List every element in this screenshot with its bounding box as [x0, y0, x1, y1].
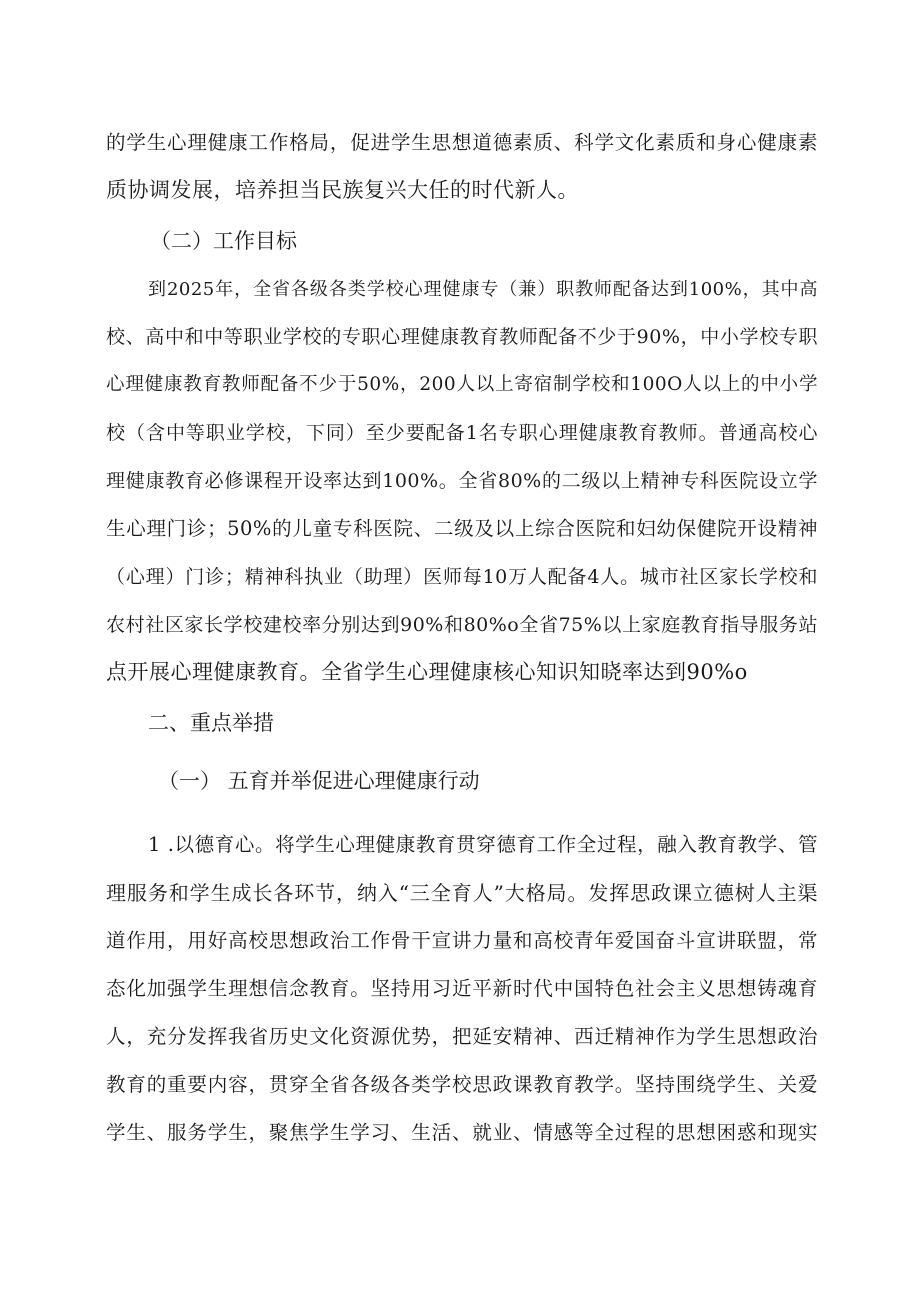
text-line: 学生、服务学生，聚焦学生学习、生活、就业、情感等全过程的思想困惑和现实: [106, 1121, 818, 1144]
text-line: 心理健康教育教师配备不少于50%，200人以上寄宿制学校和100O人以上的中小学: [106, 374, 818, 395]
text-line: 理服务和学生成长各环节，纳入“三全育人”大格局。发挥思政课立德树人主渠: [106, 881, 818, 905]
subsection-heading-five-education: （一） 五育并举促进心理健康行动: [158, 769, 480, 793]
text-line: 态化加强学生理想信念教育。坚持用习近平新时代中国特色社会主义思想铸魂育: [106, 977, 818, 1000]
text-line: 道作用，用好高校思想政治工作骨干宣讲力量和高校青年爱国奋斗宣讲联盟，常: [106, 929, 818, 952]
text-line: 点开展心理健康教育。全省学生心理健康核心知识知晓率达到90%o: [106, 660, 748, 684]
section-heading-goals: （二）工作目标: [150, 229, 297, 253]
text-line: （心理）门诊；精神科执业（助理）医师每10万人配备4人。城市社区家长学校和: [106, 566, 818, 588]
text-line: 农村社区家长学校建校率分别达到90%和80%o全省75%以上家庭教育指导服务站: [106, 614, 818, 636]
text-line: 校、高中和中等职业学校的专职心理健康教育教师配备不少于90%，中小学校专职: [106, 326, 818, 348]
text-line: 人，充分发挥我省历史文化资源优势，把延安精神、西迁精神作为学生思想政治: [106, 1025, 818, 1048]
text-line: 质协调发展，培养担当民族复兴大任的时代新人。: [106, 178, 579, 202]
text-line: 教育的重要内容，贯穿全省各级各类学校思政课教育教学。坚持围绕学生、关爱: [106, 1073, 818, 1096]
section-heading-measures: 二、重点举措: [148, 711, 274, 735]
text-line: 的学生心理健康工作格局，促进学生思想道德素质、科学文化素质和身心健康素: [106, 131, 818, 154]
text-line: 到2025年，全省各级各类学校心理健康专（兼）职教师配备达到100%，其中高: [148, 279, 818, 300]
text-line: 理健康教育必修课程开设率达到100%。全省80%的二级以上精神专科医院设立学: [106, 470, 818, 492]
text-line: 生心理门诊；50%的儿童专科医院、二级及以上综合医院和妇幼保健院开设精神: [106, 517, 818, 540]
text-line: 1 .以德育心。将学生心理健康教育贯穿德育工作全过程，融入教育教学、管: [148, 833, 818, 856]
text-line: 校（含中等职业学校，下同）至少要配备1名专职心理健康教育教师。普通高校心: [106, 422, 818, 444]
